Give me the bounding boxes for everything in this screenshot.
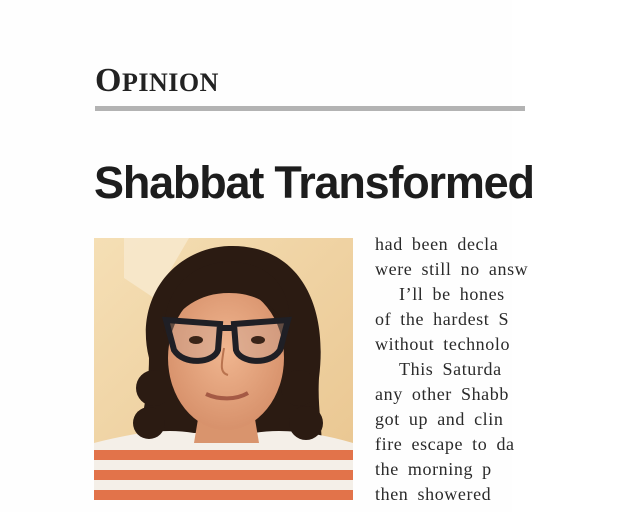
- body-line: got up and clin: [375, 409, 504, 429]
- body-line: of the hardest S: [375, 309, 510, 329]
- section-label-rest: PINION: [121, 68, 219, 97]
- section-divider: [95, 106, 525, 111]
- body-line: This Saturda: [399, 359, 502, 379]
- body-line: the morning p: [375, 459, 492, 479]
- body-line: fire escape to da: [375, 434, 515, 454]
- body-line: then showered: [375, 484, 492, 504]
- author-photo: [94, 238, 353, 500]
- section-label-initial: O: [95, 62, 122, 99]
- body-line: I’ll be hones: [399, 284, 505, 304]
- article-body-column: [375, 232, 635, 507]
- section-label: [95, 64, 219, 98]
- portrait-photo: [94, 238, 353, 500]
- body-line: had been decla: [375, 234, 499, 254]
- body-line: were still no answ: [375, 259, 529, 279]
- body-line: any other Shabb: [375, 384, 509, 404]
- body-line: without technolo: [375, 334, 511, 354]
- article-headline: Shabbat Transformed: [94, 157, 534, 208]
